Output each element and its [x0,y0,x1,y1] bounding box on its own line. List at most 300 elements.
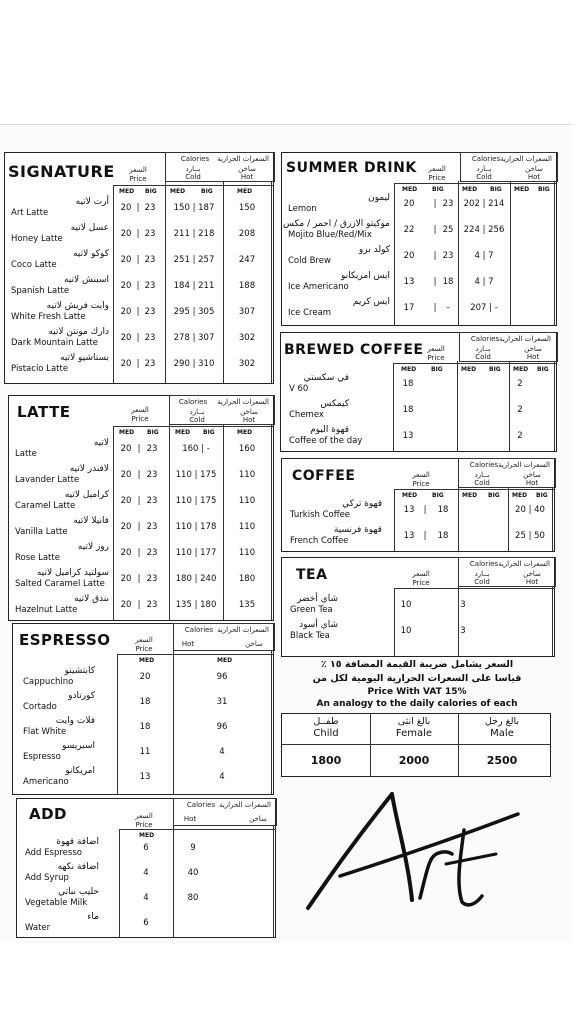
signature-item-big: 23 [144,307,156,317]
latte-item-hot: 110 [238,548,256,558]
signature-item-med: 20 [120,255,132,265]
hot-label-ar: ساخن [525,165,543,173]
coffee-item-name-ar: قهوة تركي [342,499,382,509]
coffee-title: COFFEE [292,468,356,484]
signature-item-cold: 150 | 187 [173,203,215,213]
add-title: ADD [29,805,68,823]
latte-item-hot: 110 [238,496,256,506]
summer-item-name-en: Lemon [288,204,317,214]
latte-price-separator: | [137,574,141,584]
signature-price-separator: | [136,359,140,369]
calories-label-ar: السعرات الحرارية [499,335,551,343]
add-item-med: 4 [143,868,149,878]
cold-label-en: Cold [476,173,492,181]
latte-price-separator: | [137,444,141,454]
hot-label-en: Hot [525,479,539,487]
latte-item-med: 20 [120,496,132,506]
latte-item-big: 23 [146,600,158,610]
signature-item-cold: 251 | 257 [173,255,215,265]
tea-item-name-en: Green Tea [290,605,333,615]
brewed-item-name-en: V 60 [289,384,309,394]
hot-label-en: Hot [181,640,195,648]
med-label: MED [514,186,530,193]
latte-item-cold: 110 | 177 [175,548,217,558]
big-label: BIG [489,366,501,373]
summer-item-cold: 207 | - [470,303,498,313]
signature-item-med: 20 [120,229,132,239]
hot-label-ar: ساخن [249,815,267,823]
latte-item-name-en: Lavander Latte [15,475,80,485]
tea-item-med: 10 [400,626,412,636]
brewed-item-name-ar: قهوة اليوم [310,425,349,435]
signature-item-med: 20 [120,281,132,291]
summer-item-cold: 224 | 256 [463,225,505,235]
signature-item-name-en: Spanish Latte [11,286,70,296]
brewed-item-hot: 2 [517,431,523,441]
latte-item-med: 20 [120,470,132,480]
big-label: BIG [538,186,550,193]
signature-item-name-ar: بستاشيو لاتيه [60,353,109,363]
summer-item-med: 22 [403,225,415,235]
summer-item-big: 23 [442,199,454,209]
signature-item-cold: 184 | 211 [173,281,215,291]
med-label: MED [170,188,186,195]
signature-item-big: 23 [144,203,156,213]
hot-label-en: Hot [183,815,197,823]
hot-label-ar: ساخن [245,640,263,648]
add-item-name-en: Add Syrup [25,873,69,883]
demographic-label-en: Male [490,728,514,739]
price-label-ar: السعر [428,165,446,173]
big-label: BIG [490,186,502,193]
latte-price-separator: | [137,470,141,480]
latte-item-name-en: Caramel Latte [15,501,76,511]
summer-item-name-ar: ايس كريم [352,297,390,307]
med-label: MED [217,657,233,664]
latte-item-big: 23 [146,548,158,558]
summer-item-name-ar: موكيتو الازرق / احمر / مكس [282,219,390,229]
latte-item-big: 23 [146,496,158,506]
signature-section [4,152,274,384]
latte-item-name-en: Salted Caramel Latte [15,579,105,589]
summer-price-separator: | [433,303,437,313]
summer-item-big: - [446,303,450,313]
calories-note-en: An analogy to the daily calories of each [316,699,518,709]
summer-item-big: 18 [442,277,454,287]
demographic-label-en: Female [395,728,433,739]
big-label: BIG [537,366,549,373]
espresso-item-name-en: Flat White [23,727,67,737]
calories-label-ar: السعرات الحرارية [498,560,550,568]
calories-label-en: Calories [471,155,501,163]
espresso-item-med: 20 [139,672,151,682]
hot-label-ar: ساخن [523,471,541,479]
latte-item-name-en: Vanilla Latte [15,527,68,537]
coffee-item-big: 18 [437,531,449,541]
med-label: MED [119,429,135,436]
tea-item-cold: 3 [460,600,466,610]
latte-item-cold: 110 | 178 [175,522,217,532]
price-label-en: Price [428,174,446,182]
vat-note-ar: السعر يشامل ضريبة القيمة المضافة ١٥ ٪ [320,659,514,670]
demographic-calories: 1800 [310,754,342,767]
espresso-item-hot: 4 [219,772,225,782]
big-label: BIG [432,492,444,499]
signature-price-separator: | [136,307,140,317]
summer-item-name-en: Ice Americano [288,282,349,292]
hot-label-ar: ساخن [240,408,258,416]
big-label: BIG [201,188,213,195]
signature-item-big: 23 [144,359,156,369]
latte-item-med: 20 [120,444,132,454]
med-label: MED [462,186,478,193]
latte-item-med: 20 [120,548,132,558]
cold-label-en: Cold [475,353,491,361]
big-label: BIG [536,492,548,499]
signature-item-hot: 307 [238,307,256,317]
tea-title: TEA [296,567,328,583]
signature-item-cold: 295 | 305 [173,307,215,317]
latte-section [8,395,274,621]
espresso-item-med: 11 [139,747,151,757]
summer-item-cold: 4 | 7 [474,251,494,261]
signature-item-name-en: Honey Latte [11,234,63,244]
med-label: MED [462,492,478,499]
espresso-item-name-en: Cortado [23,702,57,712]
calories-label-en: Calories [180,155,210,163]
latte-item-hot: 180 [238,574,256,584]
add-section [16,798,276,938]
price-label-ar: السعر [412,570,430,578]
signature-item-name-ar: دارك مونتن لاتيه [48,327,109,337]
signature-item-cold: 290 | 310 [173,359,215,369]
big-label: BIG [147,429,159,436]
demographic-calories: 2000 [398,754,430,767]
big-label: BIG [431,366,443,373]
med-label: MED [461,366,477,373]
signature-item-big: 23 [144,333,156,343]
hot-label-en: Hot [527,173,541,181]
coffee-section [281,458,555,552]
brewed-item-med: 18 [402,405,414,415]
cold-label-en: Cold [474,479,490,487]
signature-item-med: 20 [120,359,132,369]
hot-label-ar: ساخن [523,570,541,578]
signature-item-big: 23 [144,255,156,265]
latte-item-name-ar: سولتيد كراميل لاتيه [36,568,109,578]
big-label: BIG [432,186,444,193]
add-item-med: 4 [143,893,149,903]
tea-section [281,557,555,657]
brewed-item-med: 18 [402,379,414,389]
summer-price-separator: | [433,199,437,209]
brewed-item-med: 13 [402,431,414,441]
signature-item-name-ar: اسبنش لاتيه [64,275,109,285]
calories-label-en: Calories [186,801,216,809]
signature-item-hot: 247 [238,255,256,265]
tea-item-cold: 3 [460,626,466,636]
brewed-item-hot: 2 [517,405,523,415]
demographic-label-ar: بالغ انثى [397,716,431,727]
espresso-item-hot: 96 [216,672,228,682]
signature-item-big: 23 [144,281,156,291]
signature-price-separator: | [136,229,140,239]
latte-item-name-ar: فانيلا لاتيه [73,516,109,526]
price-label-en: Price [412,579,430,587]
coffee-item-hot: 20 | 40 [515,505,545,515]
latte-item-cold: 160 | - [182,444,210,454]
latte-item-big: 23 [146,522,158,532]
summer-price-separator: | [433,225,437,235]
summer-item-name-ar: ليمون [368,193,390,203]
espresso-item-med: 18 [139,697,151,707]
med-label: MED [139,832,155,839]
latte-item-name-ar: لافندر لاتيه [69,464,109,474]
signature-item-hot: 208 [238,229,256,239]
brewed-item-name-en: Coffee of the day [289,436,363,446]
summer-item-big: 25 [442,225,454,235]
latte-item-name-en: Latte [15,449,37,459]
calories-label-ar: السعرات الحرارية [219,801,271,809]
summer-item-cold: 4 | 7 [474,277,494,287]
daily-calories-table [281,713,551,777]
latte-item-hot: 110 [238,522,256,532]
signature-item-hot: 150 [238,203,256,213]
calories-note-ar: قياسا على السعرات الحرارية اليومية لكل من [312,673,522,684]
add-item-hot: 80 [187,893,199,903]
signature-item-name-en: Pistacio Latte [11,364,69,374]
espresso-title: ESPRESSO [19,631,111,649]
summer-drink-section [281,152,557,326]
coffee-item-med: 13 [403,505,415,515]
signature-item-name-ar: وايت فريش لاتيه [46,301,109,311]
latte-price-separator: | [137,600,141,610]
latte-item-hot: 160 [238,444,256,454]
price-label-ar: السعر [135,636,153,644]
add-item-name-ar: حليب نباتي [58,887,99,897]
price-label-ar: السعر [427,345,445,353]
brewed-coffee-section [280,332,557,452]
summer-item-name-en: Ice Cream [288,308,332,318]
signature-title: SIGNATURE [8,162,115,181]
cold-label-ar: بــارد [189,408,205,416]
latte-item-name-ar: كراميل لاتيه [64,490,109,500]
latte-item-hot: 135 [238,600,256,610]
summer-item-name-en: Mojito Blue/Red/Mix [288,230,372,240]
latte-item-big: 23 [146,574,158,584]
coffee-item-med: 13 [403,531,415,541]
summer-item-med: 17 [403,303,415,313]
signature-item-hot: 302 [238,333,256,343]
calories-label-ar: السعرات الحرارية [217,155,269,163]
signature-price-separator: | [136,203,140,213]
tea-item-name-ar: شاي أخضر [296,594,338,604]
art-logo-text [0,125,1,126]
calories-label-en: Calories [184,626,214,634]
tea-item-med: 10 [400,600,412,610]
demographic-calories: 2500 [486,754,518,767]
add-item-name-ar: ماء [87,912,99,922]
add-item-name-en: Add Espresso [25,848,82,858]
espresso-section [12,623,274,795]
calories-label-en: Calories [470,335,500,343]
espresso-item-name-ar: كابتشينو [64,666,95,676]
summer-drink-title: SUMMER DRINK [286,160,417,176]
price-label-ar: السعر [412,471,430,479]
hot-label-en: Hot [525,578,539,586]
cold-label-ar: بــارد [475,345,491,353]
med-label: MED [401,366,417,373]
espresso-item-med: 18 [139,722,151,732]
hot-label-en: Hot [526,353,540,361]
coffee-price-separator: | [423,531,427,541]
art-logo [300,780,530,920]
med-label: MED [402,186,418,193]
signature-item-hot: 302 [238,359,256,369]
summer-item-med: 20 [403,251,415,261]
big-label: BIG [488,492,500,499]
add-item-med: 6 [143,843,149,853]
calories-label-ar: السعرات الحرارية [500,155,552,163]
signature-item-name-ar: أرت لاتيه [75,197,109,207]
latte-title: LATTE [17,403,71,421]
add-item-name-ar: اضافة قهوة [56,837,99,847]
coffee-item-hot: 25 | 50 [515,531,545,541]
hot-label-ar: ساخن [524,345,542,353]
cold-label-en: Cold [185,173,201,181]
calories-label-en: Calories [178,398,208,406]
signature-item-name-en: White Fresh Latte [11,312,86,322]
cold-label-ar: بــارد [474,471,490,479]
signature-item-med: 20 [120,307,132,317]
espresso-item-name-ar: امريكانو [65,766,95,776]
price-label-en: Price [135,821,153,829]
tea-item-name-ar: شاي أسود [299,620,338,630]
espresso-item-name-en: Cappuchino [23,677,74,687]
latte-item-name-en: Hazelnut Latte [15,605,78,615]
calories-label-en: Calories [469,560,499,568]
latte-item-big: 23 [146,470,158,480]
signature-item-name-en: Coco Latte [11,260,57,270]
cold-label-ar: بــارد [474,570,490,578]
brewed-item-name-ar: كيمكس [320,399,349,409]
signature-item-med: 20 [120,203,132,213]
calories-label-ar: السعرات الحرارية [217,398,269,406]
espresso-item-name-ar: فلات وايت [55,716,95,726]
brewed-item-hot: 2 [517,379,523,389]
med-label: MED [237,188,253,195]
summer-item-name-en: Cold Brew [288,256,331,266]
summer-price-separator: | [433,277,437,287]
summer-item-med: 20 [403,199,415,209]
brewed-item-name-ar: في سكستي [303,373,349,383]
med-label: MED [237,429,253,436]
latte-item-name-en: Rose Latte [15,553,60,563]
latte-item-cold: 180 | 240 [175,574,217,584]
coffee-item-name-en: Turkish Coffee [290,510,351,520]
brewed-coffee-title: BREWED COFFEE [284,342,424,358]
latte-item-name-ar: بندق لاتيه [74,594,109,604]
espresso-item-hot: 31 [216,697,228,707]
signature-item-name-en: Dark Mountain Latte [11,338,99,348]
coffee-item-name-ar: قهوة فرنسية [333,525,382,535]
cold-label-ar: بــارد [476,165,492,173]
price-label-en: Price [129,175,147,183]
big-label: BIG [203,429,215,436]
summer-item-big: 23 [442,251,454,261]
latte-item-name-ar: لاتيه [93,438,109,448]
signature-price-separator: | [136,255,140,265]
add-item-name-en: Water [25,923,51,933]
signature-item-hot: 188 [238,281,256,291]
price-label-ar: السعر [129,166,147,174]
price-label-en: Price [412,480,430,488]
latte-price-separator: | [137,496,141,506]
latte-item-med: 20 [120,600,132,610]
summer-item-name-ar: كولد برو [358,245,390,255]
calories-label-ar: السعرات الحرارية [217,626,269,634]
latte-item-med: 20 [120,522,132,532]
demographic-label-ar: بالغ رجل [484,716,520,727]
price-label-en: Price [131,415,149,423]
latte-item-cold: 110 | 175 [175,470,217,480]
espresso-item-name-ar: كورتادو [68,691,95,701]
add-item-hot: 9 [190,843,196,853]
espresso-item-hot: 96 [216,722,228,732]
menu-page [0,124,572,943]
hot-label-en: Hot [240,173,254,181]
med-label: MED [402,492,418,499]
latte-item-name-ar: روز لاتيه [77,542,109,552]
signature-item-med: 20 [120,333,132,343]
summer-item-name-ar: ايس امريكانو [341,271,390,281]
latte-item-cold: 135 | 180 [175,600,217,610]
demographic-label-ar: طفــل [313,716,339,727]
med-label: MED [119,188,135,195]
summer-item-cold: 202 | 214 [463,199,505,209]
cold-label-ar: بــارد [185,165,201,173]
coffee-item-big: 18 [437,505,449,515]
vat-note-en: Price With VAT 15% [367,687,467,697]
signature-item-name-ar: عسل لاتيه [70,223,109,233]
signature-item-cold: 278 | 307 [173,333,215,343]
hot-label-en: Hot [242,416,256,424]
med-label: MED [139,657,155,664]
coffee-item-name-en: French Coffee [290,536,349,546]
signature-price-separator: | [136,281,140,291]
coffee-price-separator: | [423,505,427,515]
latte-price-separator: | [137,548,141,558]
espresso-item-hot: 4 [219,747,225,757]
espresso-item-name-en: Americano [23,777,69,787]
price-label-ar: السعر [131,406,149,414]
calories-label-en: Calories [469,461,499,469]
calories-label-ar: السعرات الحرارية [498,461,550,469]
add-item-name-en: Vegetable Milk [25,898,88,908]
big-label: BIG [145,188,157,195]
tea-item-name-en: Black Tea [290,631,330,641]
latte-item-hot: 110 [238,470,256,480]
latte-item-med: 20 [120,574,132,584]
price-label-en: Price [427,354,445,362]
add-item-hot: 40 [187,868,199,878]
espresso-item-med: 13 [139,772,151,782]
latte-price-separator: | [137,522,141,532]
signature-item-cold: 211 | 218 [173,229,215,239]
espresso-item-name-ar: اسبريسو [62,741,95,751]
summer-price-separator: | [433,251,437,261]
signature-price-separator: | [136,333,140,343]
